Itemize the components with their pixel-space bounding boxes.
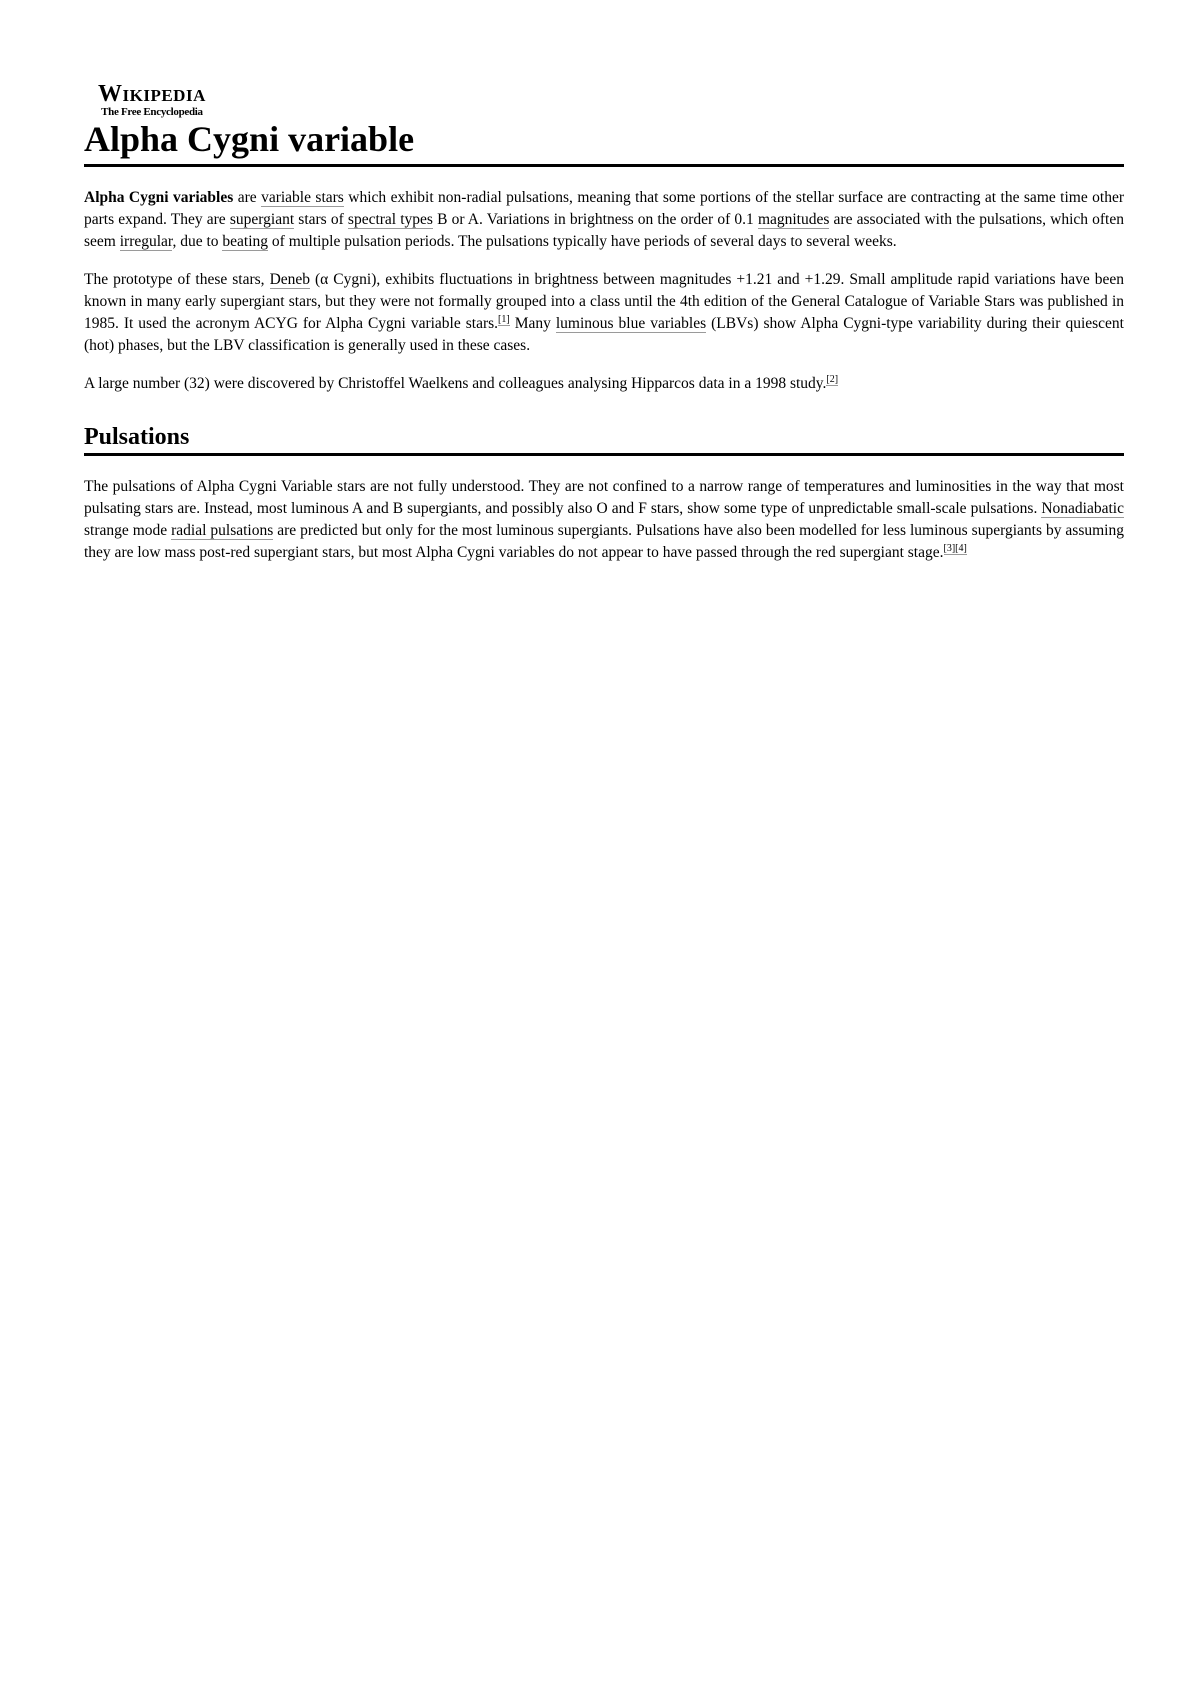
link-luminous-blue-variables[interactable]: luminous blue variables <box>555 314 707 332</box>
link-deneb[interactable]: Deneb <box>269 270 311 288</box>
text: , due to <box>172 232 223 250</box>
citation-3[interactable] <box>944 543 956 555</box>
citation-4[interactable] <box>955 543 967 555</box>
link-magnitudes[interactable]: magnitudes <box>757 210 830 228</box>
text: are associated with the pulsations, which often seem <box>84 210 1124 250</box>
text: Many <box>509 314 556 332</box>
citation-label: [4] <box>955 543 967 555</box>
citation-label: [1] <box>498 313 510 325</box>
logo-wordmark: Wikipedia <box>98 81 206 107</box>
link-radial-pulsations[interactable]: radial pulsations <box>171 522 274 540</box>
text: B or A. Variations in brightness on the order of 0.1 <box>432 210 758 228</box>
link-irregular[interactable]: irregular <box>119 232 173 250</box>
intro-paragraph-2 <box>84 269 1124 357</box>
link-variable-stars[interactable]: variable stars <box>261 188 344 206</box>
section-heading-pulsations: Pulsations <box>84 423 1124 457</box>
citation-label: [2] <box>826 373 839 385</box>
text: strange mode <box>84 522 172 540</box>
lead-term: Alpha Cygni variables <box>84 188 234 206</box>
text: (α Cygni), exhibits fluctuations in brightness between magnitudes +1.21 and +1.29. Small amplitude rapid variations have been known in many early supergiant stars, but they were not formally grouped into a class until the 4th edition of the General Catalogue of Variable Stars was published in 1985. It used the acronym ACYG for Alpha Cygni variable stars. <box>84 270 1124 332</box>
text: are <box>233 188 262 206</box>
page-title: Alpha Cygni variable <box>84 120 1124 167</box>
citation-2[interactable] <box>826 374 838 386</box>
article-page <box>84 82 1124 564</box>
wikipedia-logo[interactable] <box>98 82 206 118</box>
citation-1[interactable] <box>498 314 510 326</box>
link-spectral-types[interactable]: spectral types <box>347 210 433 228</box>
pulsations-paragraph-1 <box>84 476 1124 564</box>
text: stars of <box>294 210 348 228</box>
citation-label: [3] <box>943 543 956 555</box>
text: A large number (32) were discovered by Christoffel Waelkens and colleagues analysing Hipparcos data in a 1998 study. <box>84 374 827 392</box>
text: are predicted but only for the most luminous supergiants. Pulsations have also been modelled for less luminous supergiants by assuming they are low mass post-red supergiant stars, but most Alpha Cygni variables do not appear to have passed through the red supergiant stage. <box>84 522 1124 562</box>
intro-paragraph-3 <box>84 373 1124 395</box>
text: (LBVs) show Alpha Cygni-type variability during their quiescent (hot) phases, but the LBV classification is generally used in these cases. <box>84 314 1124 354</box>
text: which exhibit non-radial pulsations, meaning that some portions of the stellar surface are contracting at the same time other parts expand. They are <box>84 188 1125 228</box>
text: The prototype of these stars, <box>84 270 270 288</box>
text: The pulsations of Alpha Cygni Variable stars are not fully understood. They are not confined to a narrow range of temperatures and luminosities in the way that most pulsating stars are. Instead, most luminous A and B supergiants, and possibly also O and F stars, show some type of unpredictable small-scale pulsations. <box>84 478 1124 518</box>
text: of multiple pulsation periods. The pulsations typically have periods of several days to several weeks. <box>268 232 897 250</box>
intro-paragraph-1 <box>84 187 1124 253</box>
link-beating[interactable]: beating <box>222 232 269 250</box>
link-supergiant[interactable]: supergiant <box>229 210 295 228</box>
logo-tagline: The Free Encyclopedia <box>101 106 203 118</box>
link-nonadiabatic[interactable]: Nonadiabatic <box>1041 500 1124 518</box>
